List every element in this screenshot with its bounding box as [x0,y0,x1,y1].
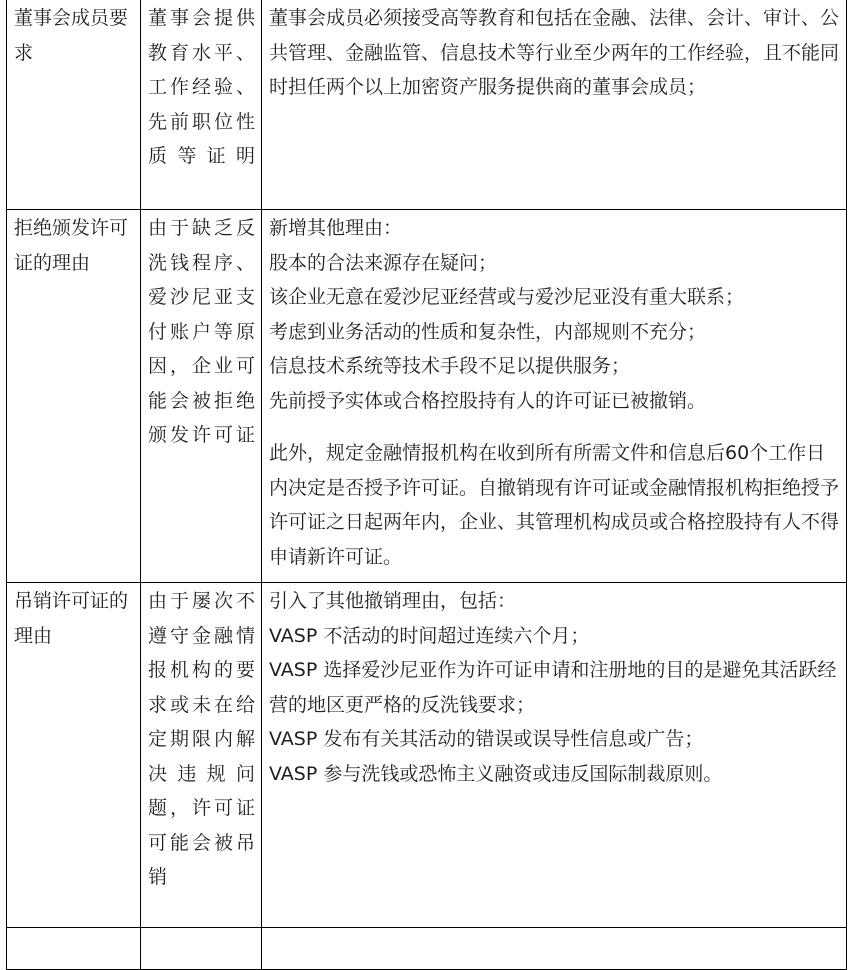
row-label: 董事会成员要求 [14,7,129,64]
summary-text: 由于屡次不遵守金融情报机构的要求或未在给定期限内解决违规问题，许可证可能会被吊销 [148,590,255,888]
table-row [7,583,847,928]
summary-text: 由于缺乏反洗钱程序、爱沙尼亚支付账户等原因，企业可能会被拒绝颁发许可证 [148,217,255,446]
detail-note: 此外，规定金融情报机构在收到所有所需文件和信息后60个工作日内决定是否授予许可证。自撤销现有许可证或金融情报机构拒绝授予许可证之日起两年内，企业、其管理机构成员或合格控股持有人不得申请新许可证。 [269,442,840,568]
detail-cell [262,583,847,928]
detail-line: 股本的合法来源存在疑问； [269,251,498,274]
detail-line: 新增其他理由： [269,217,403,239]
paragraph-gap [269,418,840,436]
row-label: 吊销许可证的理由 [14,590,129,647]
table-row [7,0,847,210]
summary-cell [141,210,262,583]
detail-line: VASP 不活动的时间超过连续六个月； [269,624,590,647]
detail-cell [262,210,847,583]
empty-cell [262,928,847,970]
detail-cell [262,0,847,210]
detail-line: 该企业无意在爱沙尼亚经营或与爱沙尼亚没有重大联系； [269,286,745,308]
table-row-cropped [7,928,847,970]
detail-line: 董事会成员必须接受高等教育和包括在金融、法律、会计、审计、公共管理、金融监管、信息技术等行业至少两年的工作经验，且不能同时担任两个以上加密资产服务提供商的董事会成员； [269,7,840,98]
detail-line: 考虑到业务活动的性质和复杂性，内部规则不充分； [269,320,707,343]
summary-cell [141,583,262,928]
detail-line: VASP 参与洗钱或恐怖主义融资或违反国际制裁原则。 [269,762,723,785]
empty-cell [7,928,141,970]
detail-line: 信息技术系统等技术手段不足以提供服务； [269,355,631,377]
row-label-cell [7,210,141,583]
row-label: 拒绝颁发许可证的理由 [14,217,129,274]
detail-line: VASP 选择爱沙尼亚作为许可证申请和注册地的目的是避免其活跃经营的地区更严格的反洗钱要求； [269,659,837,716]
table-row [7,210,847,583]
detail-line: 先前授予实体或合格控股持有人的许可证已被撤销。 [269,389,707,412]
summary-cell [141,0,262,210]
detail-line: VASP 发布有关其活动的错误或误导性信息或广告； [269,728,704,750]
detail-line: 引入了其他撤销理由，包括： [269,590,517,612]
regulation-comparison-table [6,0,847,970]
row-label-cell [7,583,141,928]
empty-cell [141,928,262,970]
summary-text: 董事会提供教育水平、工作经验、先前职位性质等证明 [148,7,255,167]
row-label-cell [7,0,141,210]
